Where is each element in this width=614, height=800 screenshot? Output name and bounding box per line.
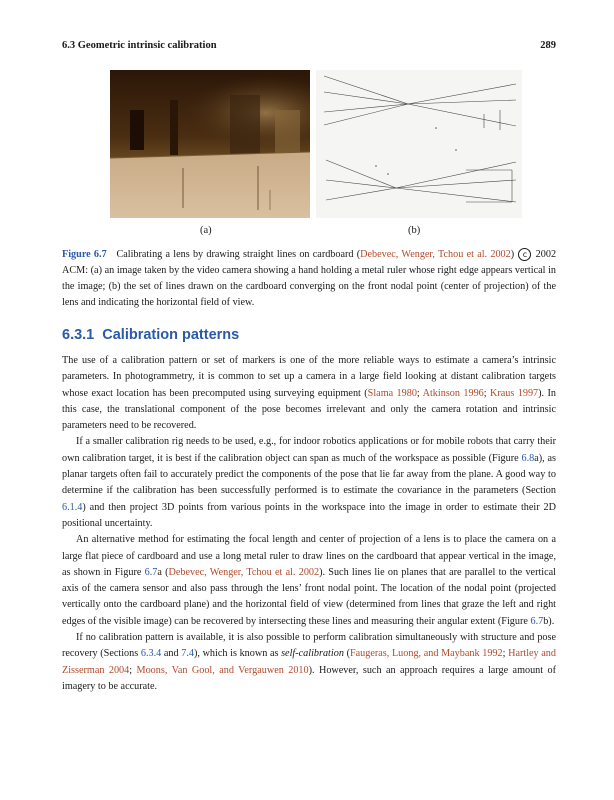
paragraph: [62, 630, 556, 695]
text: The use of a calibration pattern or set of markers is one of the more reliable ways to estimate a camera’s intrinsic parameters. In photogrammetry, it is common to set up a camera in a large field looking at distant calibration targets whose exact location has been precomputed using surveying equipment (: [62, 355, 556, 399]
citation-link[interactable]: Hartley and Zisserman 2004: [62, 648, 556, 676]
text: ). Such lines lie on planes that are parallel to the vertical axis of the camera sensor and also pass through the lens’ front nodal point. The location of the nodal point (projected vertically onto the cardboard plane) and the horizontal field of view (determined from lines that graze the left and right edges of the visible image) can be recovered by intersecting these lines and measuring their angular extent (Figure: [62, 566, 556, 627]
citation-link[interactable]: Debevec, Wenger, Tchou et al. 2002: [360, 249, 511, 260]
section-ref-link[interactable]: 6.1.4: [62, 501, 83, 513]
citation-link[interactable]: Faugeras, Luong, and Maybank 1992: [349, 648, 503, 660]
text: (: [343, 648, 350, 660]
paragraph: [62, 532, 556, 630]
body-text: [62, 353, 556, 695]
text: and: [161, 648, 182, 660]
citation-link[interactable]: Moons, Van Gool, and Vergauwen 2010: [136, 664, 309, 676]
text: ;: [129, 664, 137, 676]
text: ). However, such an approach requires a large amount of imagery to be accurate.: [62, 664, 557, 692]
figure-ref-link[interactable]: 6.8: [521, 452, 535, 464]
figure-number: Figure 6.7: [62, 249, 107, 260]
copyright-icon: c: [518, 248, 531, 261]
section-ref-link[interactable]: 6.3.4: [140, 648, 162, 660]
text: If no calibration pattern is available, it is also possible to perform calibration simultaneously with structure and pose recovery (Sections: [62, 632, 556, 660]
text: ;: [502, 648, 509, 660]
emphasis-term: self-calibration: [281, 648, 344, 660]
paragraph: [62, 353, 556, 434]
citation-link[interactable]: Slama 1980: [367, 387, 417, 399]
text: ). In this case, the translational component of the pose becomes irrelevant and only the camera rotation and intrinsic parameters need to be recovered.: [62, 387, 556, 432]
section-heading: [62, 327, 556, 343]
text: ) and then project 3D points from various points in the workspace into the image in order to estimate their 2D positional uncertainty.: [62, 501, 556, 529]
section-number: 6.3.1: [62, 327, 95, 343]
figure-ref-link[interactable]: 6.7: [144, 566, 158, 578]
page-number: 289: [540, 40, 556, 51]
figure-label-a: (a): [200, 225, 212, 236]
paragraph: [62, 434, 556, 532]
caption-text: 2002 ACM: (a) an image taken by the video camera showing a hand holding a metal ruler whose right edge appears vertical in the image; (b) the set of lines drawn on the cardboard converging on the front nodal point (center of projection) of the lens and indicating the horizontal field of view.: [62, 249, 557, 308]
text: a (: [157, 566, 169, 578]
figure-label-b: (b): [408, 225, 421, 236]
caption-text: ): [510, 249, 515, 260]
text: An alternative method for estimating the focal length and center of projection of a lens is to place the camera on a large flat piece of cardboard and use a long metal ruler to draw lines on the cardboard that appear vertical in the image, as shown in Figure: [62, 534, 556, 578]
running-head-section: 6.3 Geometric intrinsic calibration: [62, 40, 217, 51]
running-head: [62, 40, 556, 54]
figure-caption: [62, 247, 556, 311]
figure-6-7a-photo: [110, 70, 310, 218]
text: b).: [543, 615, 555, 627]
figure-ref-link[interactable]: 6.7: [530, 615, 544, 627]
citation-link[interactable]: Atkinson 1996: [422, 387, 484, 399]
section-ref-link[interactable]: 7.4: [181, 648, 194, 660]
citation-link[interactable]: Debevec, Wenger, Tchou et al. 2002: [168, 566, 320, 578]
figure-6-7b-lines: [316, 70, 522, 218]
text: If a smaller calibration rig needs to be used, e.g., for indoor robotics applications or for mobile robots that carry their own calibration target, it is best if the calibration object can span as much of the workspace as possible (Figure: [62, 436, 556, 464]
text: ;: [416, 387, 423, 399]
section-title: Calibration patterns: [102, 327, 240, 343]
text: ), which is known as: [193, 648, 282, 660]
citation-link[interactable]: Kraus 1997: [490, 387, 539, 399]
caption-text: Calibrating a lens by drawing straight lines on cardboard (: [116, 249, 361, 260]
text: a), as planar targets often fail to accurately predict the components of the pose that lie far away from the plane. A good way to determine if the calibration has been successfully performed is to estimate the covariance in the parameters (Section: [62, 452, 556, 497]
text: ;: [483, 387, 491, 399]
